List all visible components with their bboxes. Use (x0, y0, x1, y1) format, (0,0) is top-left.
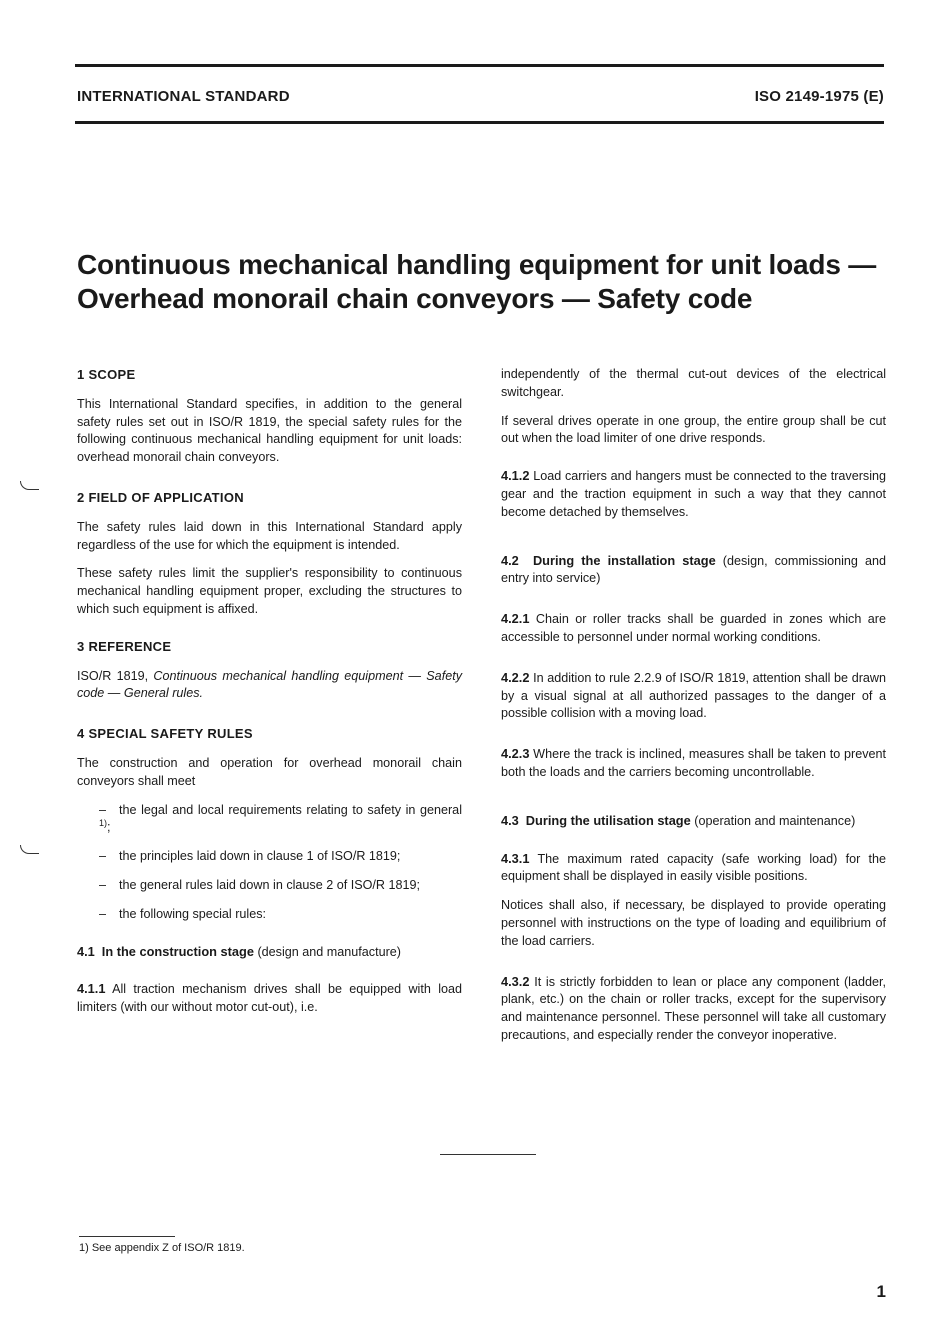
footnote: 1) See appendix Z of ISO/R 1819. (79, 1242, 245, 1254)
clause-text: All traction mechanism drives shall be equipped with load limiters (with our without motor cut-out), i.e. (77, 982, 462, 1015)
clause-number: 4.1.2 (501, 468, 530, 484)
clause-number: 4.2.1 (501, 611, 530, 627)
margin-mark (20, 481, 39, 490)
clause-text: Where the track is inclined, measures shall be taken to prevent both the loads and the carriers becoming uncontrollable. (501, 747, 886, 779)
clause-4-2-3 (501, 745, 886, 782)
left-column (77, 366, 462, 1028)
subsection-4-2 (501, 552, 886, 589)
subsection-note: (design and manufacture) (253, 944, 401, 959)
section-heading-special-rules: 4 SPECIAL SAFETY RULES (77, 726, 253, 742)
subsection-4-3 (501, 812, 886, 831)
footnote-rule (79, 1236, 175, 1237)
section-heading-reference: 3 REFERENCE (77, 638, 172, 654)
subsection-number: 4.2 (501, 552, 519, 568)
special-rules-intro: The construction and operation for overhead monorail chain conveyors shall meet (77, 755, 462, 788)
title-line-2: Overhead monorail chain conveyors — Safety code (77, 283, 753, 314)
subsection-number: 4.1 (77, 943, 95, 959)
section-heading-scope: 1 SCOPE (77, 367, 136, 382)
notices-paragraph: Notices shall also, if necessary, be displayed to provide operating personnel with instructions on the type of loading and equilibrium of the load carriers. (501, 898, 886, 948)
reference-code: ISO/R 1819, (77, 668, 154, 683)
subsection-title: In the construction stage (101, 943, 254, 959)
clause-number: 4.2.3 (501, 746, 530, 762)
list-item: – the principles laid down in clause 1 of ISO/R 1819; (99, 849, 401, 864)
clause-4-2-2 (501, 669, 886, 723)
clause-number: 4.3.1 (501, 850, 530, 866)
clause-text: It is strictly forbidden to lean or place any component (ladder, plank, etc.) on the chain or roller tracks, except for the supervisory and maintenance personnel. These personnel will take all customary precautions, and especially render the conveyor inoperative. (501, 974, 886, 1042)
continuation-paragraph: independently of the thermal cut-out devices of the electrical switchgear. (501, 367, 886, 399)
field-paragraph-1: The safety rules laid down in this International Standard apply regardless of the use for which the equipment is intended. (77, 519, 462, 552)
section-heading-field: 2 FIELD OF APPLICATION (77, 489, 244, 505)
clause-4-3-1 (501, 850, 886, 887)
header-top-rule (75, 64, 884, 67)
footnote-ref: 1) (99, 818, 108, 829)
header-standard-number: ISO 2149-1975 (E) (754, 88, 884, 105)
end-of-text-rule (440, 1154, 536, 1155)
subsection-note: (design, commissioning and entry into service) (501, 553, 886, 586)
clause-number: 4.1.1 (77, 981, 106, 997)
reference-paragraph (77, 668, 462, 704)
clause-4-2-1 (501, 610, 886, 647)
page-number: 1 (876, 1282, 886, 1301)
clause-number: 4.2.2 (501, 669, 530, 685)
list-item-text: the following special rules: (119, 906, 267, 921)
clause-text: The maximum rated capacity (safe working load) for the equipment shall be displayed in easily visible positions. (501, 851, 886, 884)
header-standard-type: INTERNATIONAL STANDARD (77, 88, 290, 105)
clause-number: 4.3.2 (501, 973, 530, 989)
list-item-text: the principles laid down in clause 1 of ISO/R 1819; (119, 849, 401, 864)
clause-4-1-2 (501, 467, 886, 521)
list-item: – the following special rules: (99, 906, 267, 921)
list-item-text: the general rules laid down in clause 2 of ISO/R 1819; (119, 877, 421, 892)
list-item-punct: ; (107, 820, 111, 835)
subsection-note: (operation and maintenance) (690, 813, 856, 828)
list-item-text: the legal and local requirements relating to safety in general (119, 802, 462, 817)
clause-4-3-2 (501, 973, 886, 1045)
scope-paragraph: This International Standard specifies, in addition to the general safety rules set out in ISO/R 1819, the special safety rules for the following continuous mechanical handling equipment for unit loads: overhead monorail chain conveyors. (77, 396, 462, 465)
right-column (501, 366, 886, 1056)
clause-text: Load carriers and hangers must be connected to the traversing gear and the traction equipment in such a way that they cannot become detached by themselves. (501, 469, 886, 519)
margin-mark (20, 845, 39, 854)
list-item: – the legal and local requirements relating to safety in general $^{1)}$; (99, 802, 462, 835)
subsection-4-1 (77, 943, 462, 962)
subsection-title: During the installation stage (532, 552, 716, 568)
document-title (77, 248, 897, 316)
field-paragraph-2: These safety rules limit the supplier's responsibility to continuous mechanical handling equipment proper, excluding the structures to which such equipment is affixed. (77, 566, 462, 616)
subsection-title: During the utilisation stage (525, 812, 691, 828)
list-item: – the general rules laid down in clause 2 of ISO/R 1819; (99, 877, 421, 892)
clause-text: Chain or roller tracks shall be guarded in zones which are accessible to personnel under normal working conditions. (501, 612, 886, 644)
subsection-number: 4.3 (501, 812, 519, 828)
header-bottom-rule (75, 121, 884, 124)
group-drives-paragraph: If several drives operate in one group, the entire group shall be cut out when the load limiter of one drive responds. (501, 413, 886, 446)
clause-4-1-1 (77, 980, 462, 1017)
clause-text: In addition to rule 2.2.9 of ISO/R 1819, attention shall be drawn by a visual signal at all authorized passages to the danger of a possible collision with a moving load. (501, 670, 886, 721)
title-line-1: Continuous mechanical handling equipment for unit loads — (77, 249, 877, 280)
reference-title: Continuous mechanical handling equipment — Safety code — General rules. (77, 668, 462, 701)
